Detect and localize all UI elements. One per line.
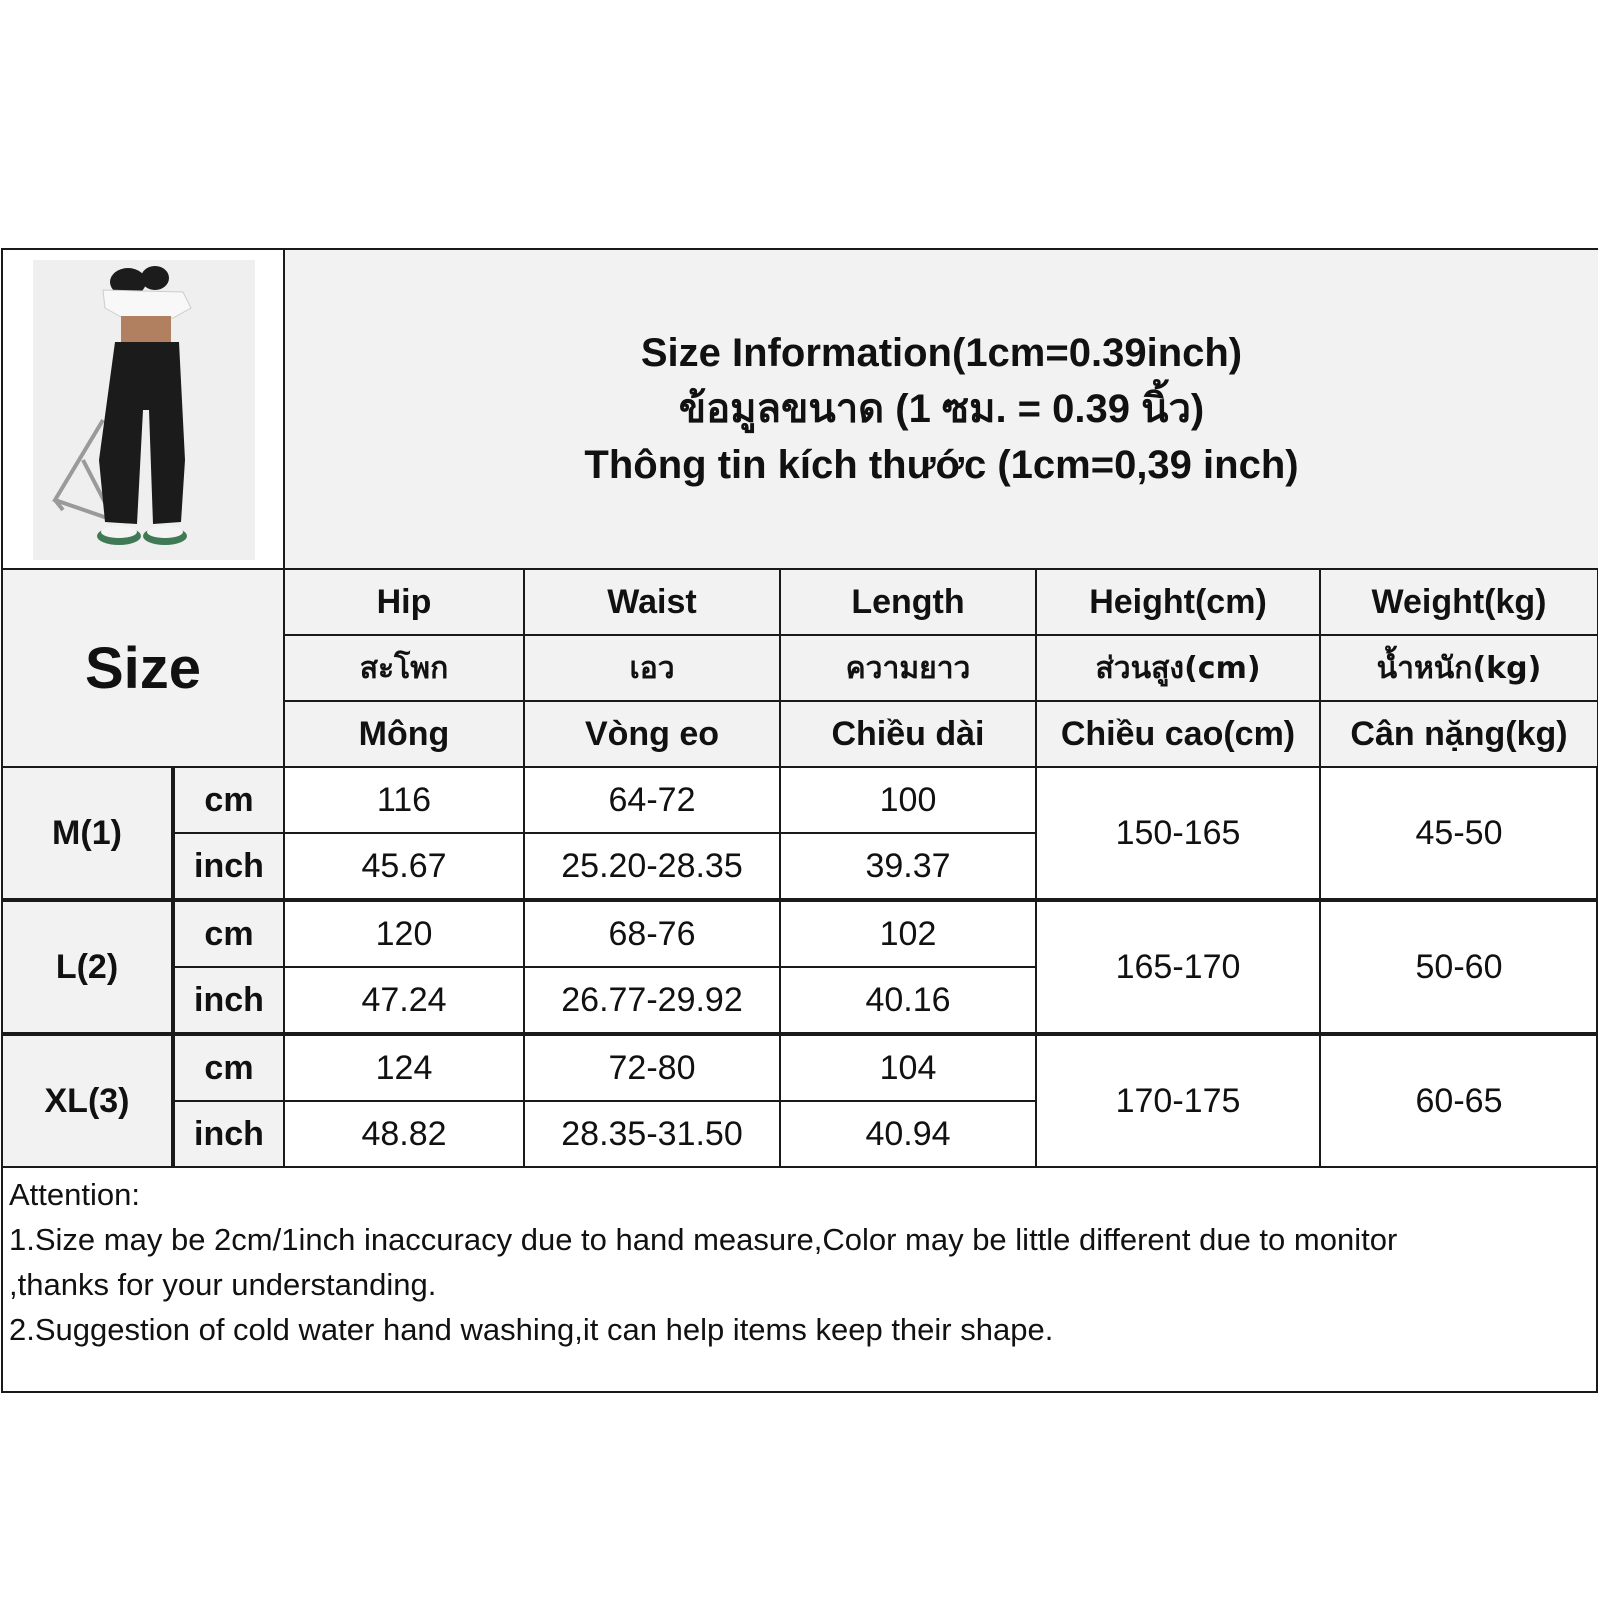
divider bbox=[175, 966, 1035, 968]
col-height-th: ส่วนสูง(cm) bbox=[1037, 636, 1319, 700]
title-thai: ข้อมูลขนาด (1 ซม. = 0.39 นิ้ว) bbox=[678, 387, 1205, 431]
col-weight-en: Weight(kg) bbox=[1321, 570, 1597, 634]
notes-line-3: 2.Suggestion of cold water hand washing,it can help items keep their shape. bbox=[9, 1312, 1054, 1347]
col-height-vi: Chiều cao(cm) bbox=[1037, 702, 1319, 766]
size-header-label: Size bbox=[84, 635, 202, 701]
size-m-inch-label: inch bbox=[175, 834, 283, 898]
col-hip-th: สะโพก bbox=[285, 636, 523, 700]
size-l-height: 165-170 bbox=[1115, 947, 1241, 986]
size-m-hip-inch: 45.67 bbox=[361, 846, 447, 885]
size-l-length-cm: 102 bbox=[879, 914, 937, 953]
size-xl-length-inch: 40.94 bbox=[865, 1114, 951, 1153]
size-m-label: M(1) bbox=[3, 768, 171, 898]
size-header-cell bbox=[3, 570, 283, 766]
divider bbox=[3, 568, 1598, 570]
col-length-th: ความยาว bbox=[781, 636, 1035, 700]
divider bbox=[779, 568, 781, 1168]
size-m-cm-label: cm bbox=[175, 768, 283, 832]
product-photo bbox=[33, 260, 255, 560]
size-l-weight: 50-60 bbox=[1415, 947, 1503, 986]
size-m-weight: 45-50 bbox=[1415, 813, 1503, 852]
divider bbox=[3, 766, 1598, 768]
size-xl-waist-inch: 28.35-31.50 bbox=[561, 1114, 743, 1153]
size-m-length-inch: 39.37 bbox=[865, 846, 951, 885]
size-m-waist-inch: 25.20-28.35 bbox=[561, 846, 743, 885]
divider bbox=[3, 1166, 1598, 1168]
size-xl-inch-label: inch bbox=[175, 1102, 283, 1166]
size-l-waist-inch: 26.77-29.92 bbox=[561, 980, 743, 1019]
notes-heading: Attention: bbox=[9, 1177, 140, 1212]
size-l-hip-inch: 47.24 bbox=[361, 980, 447, 1019]
divider bbox=[175, 832, 1035, 834]
col-waist-th: เอว bbox=[525, 636, 779, 700]
notes-line-1: 1.Size may be 2cm/1inch inaccuracy due to hand measure,Color may be little different due to monitor bbox=[9, 1222, 1398, 1257]
size-xl-length-cm: 104 bbox=[879, 1048, 937, 1087]
size-xl-weight: 60-65 bbox=[1415, 1081, 1503, 1120]
size-chart bbox=[1, 248, 1598, 1393]
col-length-en: Length bbox=[781, 570, 1035, 634]
attention-notes bbox=[9, 1172, 1589, 1352]
size-l-hip-cm: 120 bbox=[375, 914, 433, 953]
col-hip-en: Hip bbox=[285, 570, 523, 634]
size-xl-cm-label: cm bbox=[175, 1036, 283, 1100]
size-xl-hip-cm: 124 bbox=[375, 1048, 433, 1087]
title-vietnamese: Thông tin kích thước (1cm=0,39 inch) bbox=[584, 443, 1299, 487]
divider bbox=[285, 700, 1598, 702]
size-m-height: 150-165 bbox=[1115, 813, 1241, 852]
col-waist-en: Waist bbox=[525, 570, 779, 634]
size-xl-height: 170-175 bbox=[1115, 1081, 1241, 1120]
divider bbox=[1319, 568, 1321, 1168]
size-m-hip-cm: 116 bbox=[376, 780, 432, 819]
size-xl-hip-inch: 48.82 bbox=[361, 1114, 447, 1153]
title-block bbox=[285, 250, 1598, 568]
size-m-length-cm: 100 bbox=[879, 780, 937, 819]
size-l-label: L(2) bbox=[3, 902, 171, 1032]
size-xl-waist-cm: 72-80 bbox=[608, 1048, 696, 1087]
col-weight-vi: Cân nặng(kg) bbox=[1321, 702, 1597, 766]
col-height-en: Height(cm) bbox=[1037, 570, 1319, 634]
divider bbox=[283, 250, 285, 1168]
size-l-waist-cm: 68-76 bbox=[608, 914, 696, 953]
divider bbox=[3, 1032, 1598, 1036]
divider bbox=[3, 898, 1598, 902]
col-hip-vi: Mông bbox=[285, 702, 523, 766]
divider bbox=[1035, 568, 1037, 1168]
col-length-vi: Chiều dài bbox=[781, 702, 1035, 766]
col-waist-vi: Vòng eo bbox=[525, 702, 779, 766]
size-xl-label: XL(3) bbox=[3, 1036, 171, 1166]
divider bbox=[285, 634, 1598, 636]
size-l-cm-label: cm bbox=[175, 902, 283, 966]
divider bbox=[523, 568, 525, 1168]
model-figure-image bbox=[33, 260, 255, 560]
size-l-length-inch: 40.16 bbox=[865, 980, 951, 1019]
size-m-waist-cm: 64-72 bbox=[608, 780, 696, 819]
col-weight-th: น้ำหนัก(kg) bbox=[1321, 636, 1597, 700]
divider bbox=[175, 1100, 1035, 1102]
title-english: Size Information(1cm=0.39inch) bbox=[640, 331, 1243, 375]
size-l-inch-label: inch bbox=[175, 968, 283, 1032]
notes-line-2: ,thanks for your understanding. bbox=[9, 1267, 437, 1302]
